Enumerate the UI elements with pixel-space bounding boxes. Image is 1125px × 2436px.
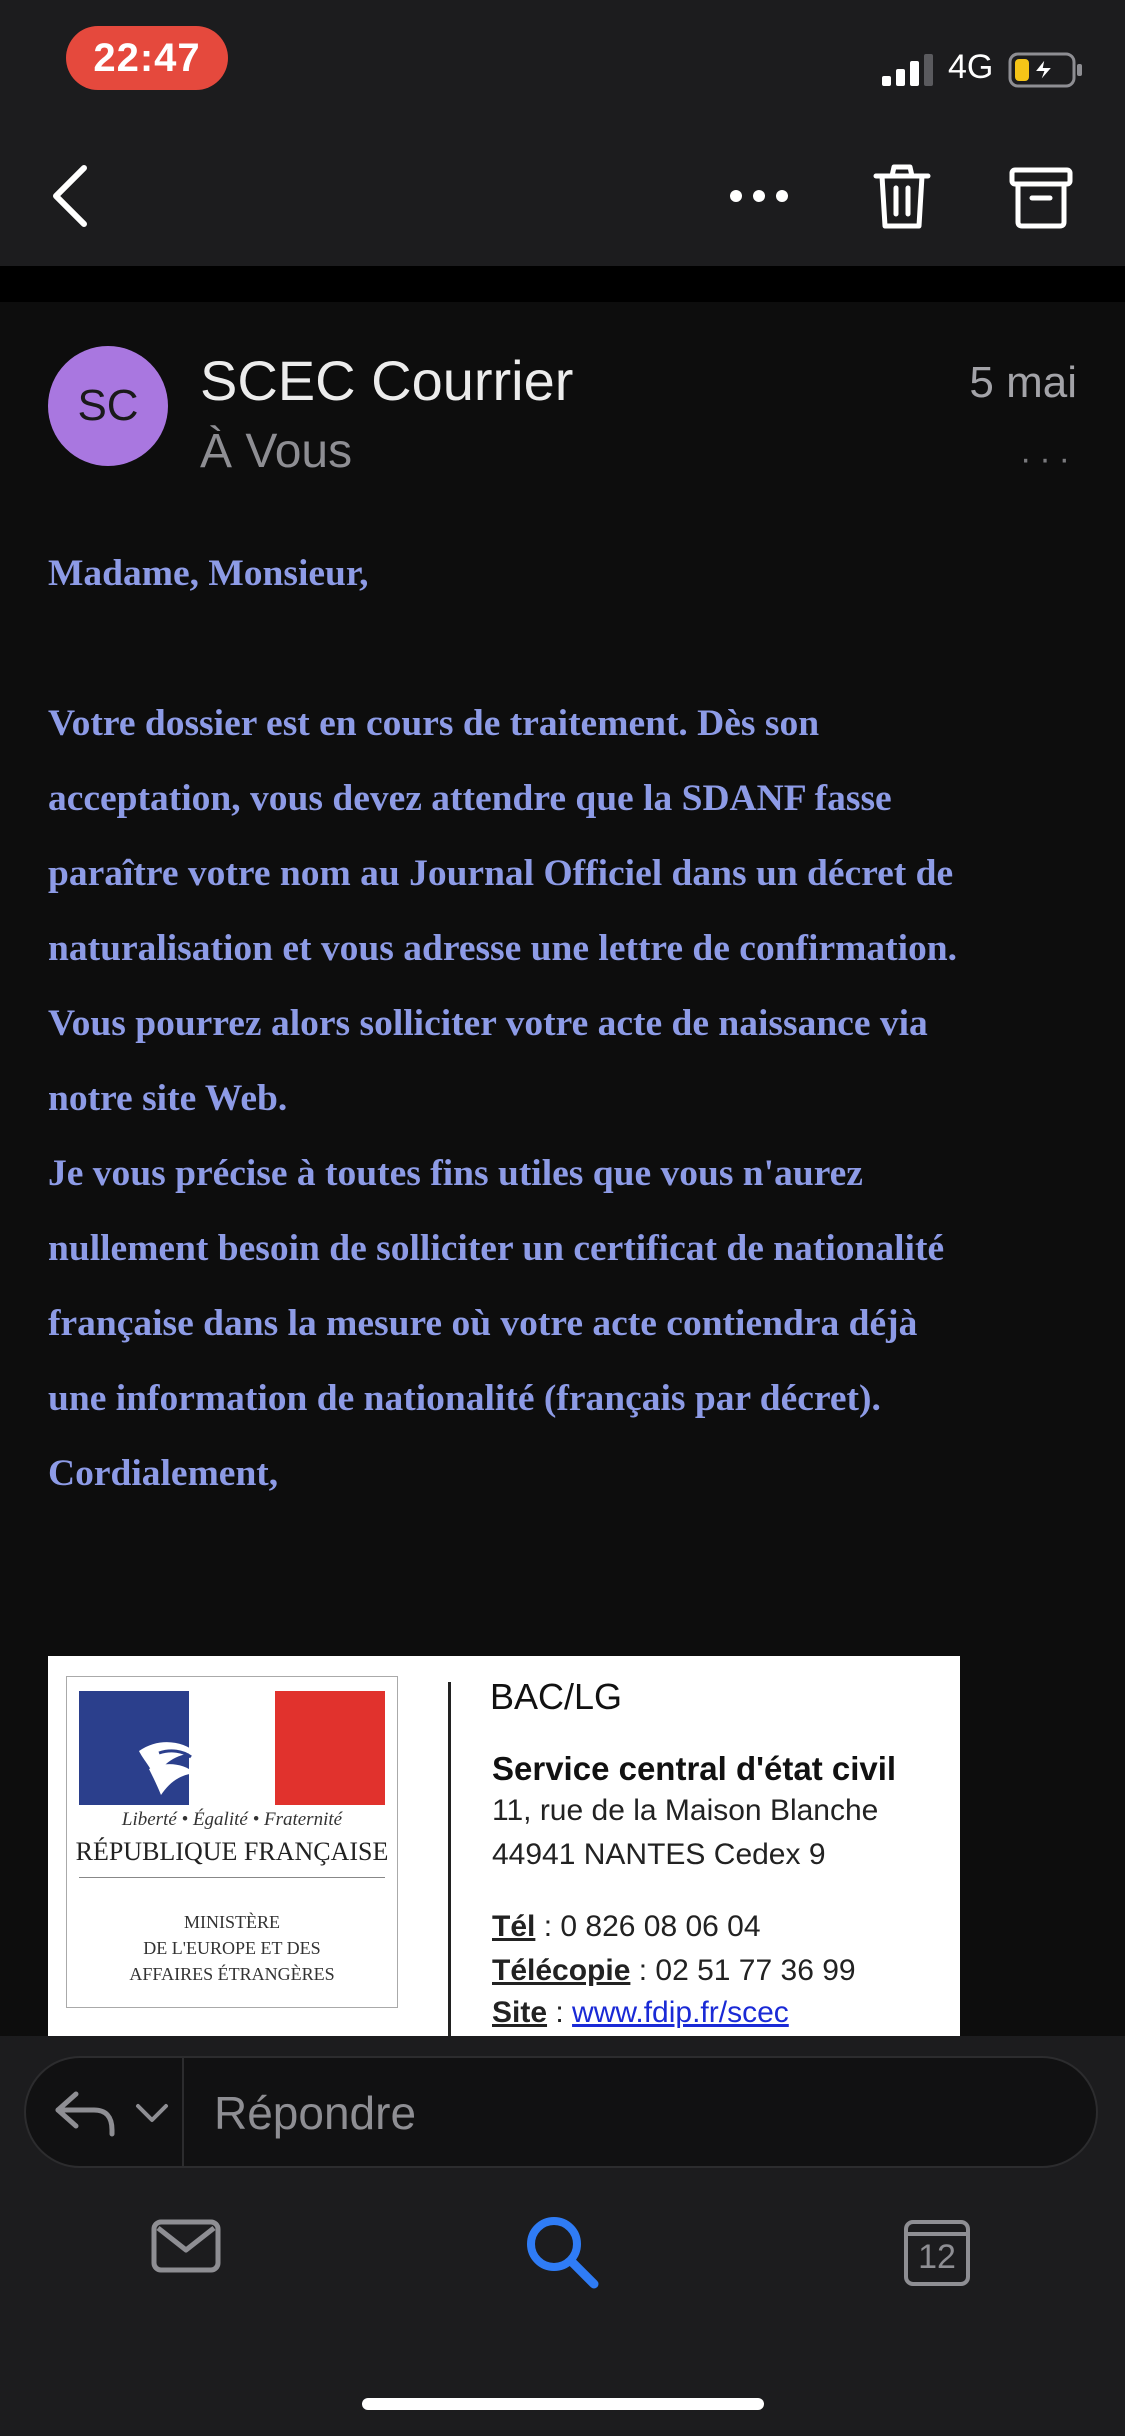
signature-code: BAC/LG bbox=[490, 1676, 623, 1717]
back-chevron-icon[interactable] bbox=[40, 160, 100, 232]
marianne-flag-icon bbox=[79, 1691, 385, 1805]
fax-value[interactable]: : 02 51 77 36 99 bbox=[630, 1954, 856, 1987]
fax-row bbox=[492, 1954, 856, 1988]
paragraph-gap bbox=[48, 611, 1088, 686]
body-line: Je vous précise à toutes fins utiles que vous n'aurez bbox=[48, 1153, 863, 1194]
calendar-day: 12 bbox=[918, 2238, 956, 2276]
ministry-line: AFFAIRES ÉTRANGÈRES bbox=[129, 1964, 335, 1984]
address-line: 11, rue de la Maison Blanche bbox=[492, 1794, 879, 1827]
site-separator: : bbox=[547, 1996, 573, 2029]
body-line: paraître votre nom au Journal Officiel dans un décret de bbox=[48, 853, 954, 894]
site-row bbox=[492, 1996, 789, 2030]
ministry-line: DE L'EUROPE ET DES bbox=[143, 1938, 321, 1958]
chevron-down-icon[interactable] bbox=[134, 2100, 170, 2126]
header-divider bbox=[0, 266, 1125, 302]
closing: Cordialement, bbox=[48, 1453, 279, 1494]
archive-icon[interactable] bbox=[1008, 164, 1074, 230]
message-body bbox=[48, 536, 1088, 1511]
reply-input[interactable] bbox=[214, 2080, 1074, 2146]
carrier-label: 4G bbox=[948, 48, 994, 86]
site-label: Site bbox=[492, 1996, 548, 2029]
body-line: française dans la mesure où votre acte contiendra déjà bbox=[48, 1303, 918, 1344]
signature-divider bbox=[448, 1682, 451, 2036]
status-time: 22:47 bbox=[66, 26, 228, 90]
phone-value[interactable]: : 0 826 08 06 04 bbox=[535, 1910, 761, 1943]
republic-name: RÉPUBLIQUE FRANÇAISE bbox=[75, 1837, 389, 1866]
more-horizontal-icon[interactable] bbox=[726, 168, 792, 224]
email-signature bbox=[48, 1656, 960, 2036]
republic-logo bbox=[66, 1676, 398, 2008]
search-icon[interactable] bbox=[524, 2214, 600, 2290]
sender-name[interactable]: SCEC Courrier bbox=[200, 349, 574, 412]
fax-label: Télécopie bbox=[492, 1954, 631, 1987]
mail-icon[interactable] bbox=[150, 2218, 222, 2274]
address-line: 44941 NANTES Cedex 9 bbox=[492, 1838, 826, 1871]
body-line: une information de nationalité (français par décret). bbox=[48, 1378, 881, 1419]
reply-separator bbox=[182, 2058, 184, 2166]
home-indicator bbox=[362, 2398, 764, 2410]
site-link[interactable]: www.fdip.fr/scec bbox=[572, 1996, 789, 2029]
recipient-line[interactable]: À Vous bbox=[200, 425, 353, 478]
reply-arrow-icon[interactable] bbox=[54, 2088, 116, 2138]
service-name: Service central d'état civil bbox=[492, 1750, 897, 1787]
logo-divider bbox=[79, 1877, 385, 1878]
body-line: Vous pourrez alors solliciter votre acte de naissance via bbox=[48, 1003, 928, 1044]
message-date: 5 mai bbox=[969, 358, 1077, 407]
body-line: nullement besoin de solliciter un certificat de nationalité bbox=[48, 1228, 945, 1269]
avatar[interactable]: SC bbox=[48, 346, 168, 466]
body-line: notre site Web. bbox=[48, 1078, 288, 1119]
body-line: acceptation, vous devez attendre que la SDANF fasse bbox=[48, 778, 892, 819]
message-more-icon[interactable]: ··· bbox=[1020, 440, 1078, 478]
greeting: Madame, Monsieur, bbox=[48, 553, 369, 594]
phone-row bbox=[492, 1910, 761, 1944]
signal-icon bbox=[880, 52, 936, 88]
trash-icon[interactable] bbox=[870, 162, 934, 232]
body-line: Votre dossier est en cours de traitement. Dès son bbox=[48, 703, 820, 744]
battery-charging-icon bbox=[1008, 52, 1084, 88]
body-line: naturalisation et vous adresse une lettre de confirmation. bbox=[48, 928, 957, 969]
ministry-name bbox=[67, 1909, 397, 1987]
phone-label: Tél bbox=[492, 1910, 536, 1943]
republic-motto: Liberté • Égalité • Fraternité bbox=[121, 1809, 343, 1830]
ministry-line: MINISTÈRE bbox=[184, 1912, 280, 1932]
